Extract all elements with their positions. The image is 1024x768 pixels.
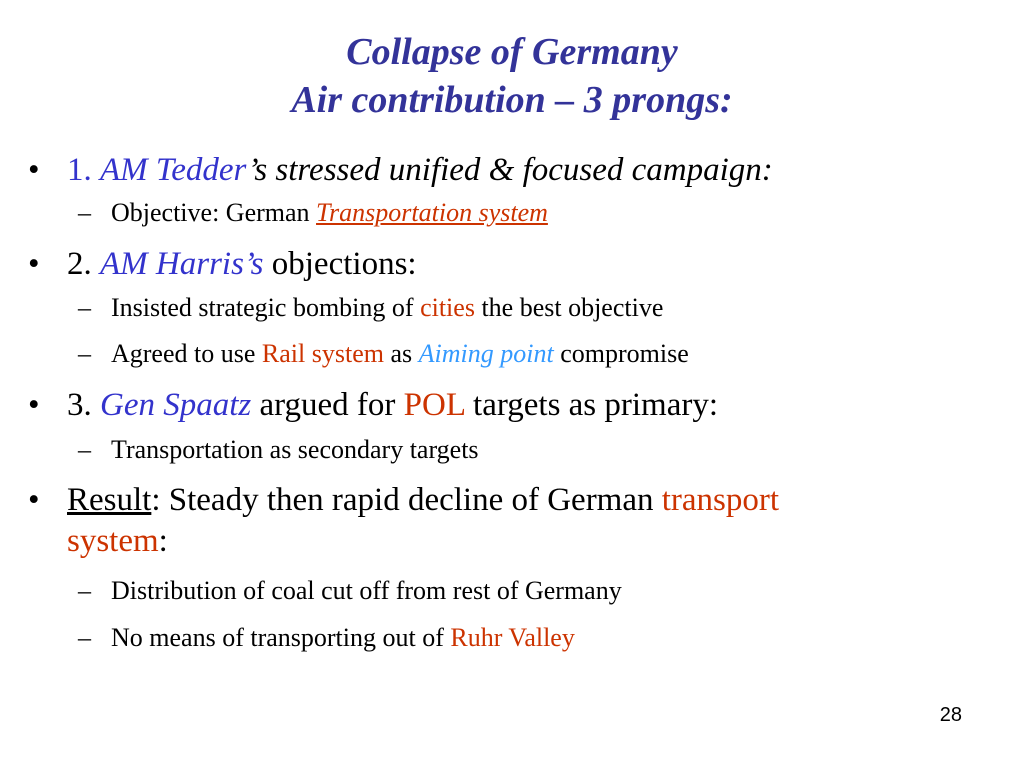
bullet-4-highlight2: system xyxy=(67,523,159,559)
sub-2-2-suffix: compromise xyxy=(560,339,689,368)
sub-4-2-highlight: Ruhr Valley xyxy=(450,623,575,652)
sub-2-2-highlight: Rail system xyxy=(261,339,384,368)
bullet-4-text xyxy=(67,480,967,562)
sub-1-1-text xyxy=(111,197,971,229)
sub-2-1-highlight: cities xyxy=(420,293,475,322)
bullet-3-name: Gen Spaatz xyxy=(100,387,252,423)
bullet-4-line1: : Steady then rapid decline of German xyxy=(151,482,654,518)
bullet-dot: • xyxy=(28,246,40,282)
sub-1-1-prefix: Objective: German xyxy=(111,198,310,227)
sub-4-2-prefix: No means of transporting out of xyxy=(111,623,444,652)
bullet-2-name: AM Harris’s xyxy=(100,246,264,282)
bullet-3-highlight: POL xyxy=(403,387,465,423)
sub-3-1-text: Transportation as secondary targets xyxy=(111,435,479,464)
bullet-4-colon: : xyxy=(158,523,168,559)
sub-dash: – xyxy=(78,623,91,652)
bullet-2-number: 2. xyxy=(67,246,92,282)
sub-dash: – xyxy=(78,198,91,227)
page-number: 28 xyxy=(939,704,962,726)
bullet-2-text xyxy=(67,244,967,285)
sub-4-1-text: Distribution of coal cut off from rest of Germany xyxy=(111,576,622,605)
bullet-1-name: AM Tedder xyxy=(100,152,248,188)
bullet-3-text xyxy=(67,385,967,426)
sub-2-2-middle: as xyxy=(390,339,413,368)
title-line-1: Collapse of Germany xyxy=(346,31,678,73)
sub-dash: – xyxy=(78,293,91,322)
sub-dash: – xyxy=(78,435,91,464)
slide-title xyxy=(0,28,1024,124)
bullet-3-rest: targets as primary: xyxy=(473,387,719,423)
bullet-1-rest: ’s stressed unified & focused campaign: xyxy=(247,152,773,188)
sub-2-1-prefix: Insisted strategic bombing of xyxy=(111,293,414,322)
sub-2-2-prefix: Agreed to use xyxy=(111,339,256,368)
bullet-3-middle: argued for xyxy=(259,387,396,423)
bullet-1-text xyxy=(67,150,967,191)
sub-2-2-highlight2: Aiming point xyxy=(418,339,554,368)
bullet-dot: • xyxy=(28,387,40,423)
bullet-1-number: 1. xyxy=(67,152,92,188)
bullet-4-highlight1: transport xyxy=(661,482,780,518)
transportation-system-link[interactable]: Transportation system xyxy=(316,198,548,227)
bullet-3-number: 3. xyxy=(67,387,92,423)
title-line-2: Air contribution – 3 prongs: xyxy=(291,79,733,121)
sub-2-1-suffix: the best objective xyxy=(481,293,664,322)
bullet-4-label: Result xyxy=(67,482,152,518)
bullet-dot: • xyxy=(28,482,40,518)
sub-dash: – xyxy=(78,339,91,368)
bullet-dot: • xyxy=(28,152,40,188)
sub-2-2-text xyxy=(111,338,971,370)
sub-2-1-text xyxy=(111,292,971,324)
sub-dash: – xyxy=(78,576,91,605)
bullet-2-rest: objections: xyxy=(271,246,417,282)
sub-4-2-text xyxy=(111,622,971,654)
